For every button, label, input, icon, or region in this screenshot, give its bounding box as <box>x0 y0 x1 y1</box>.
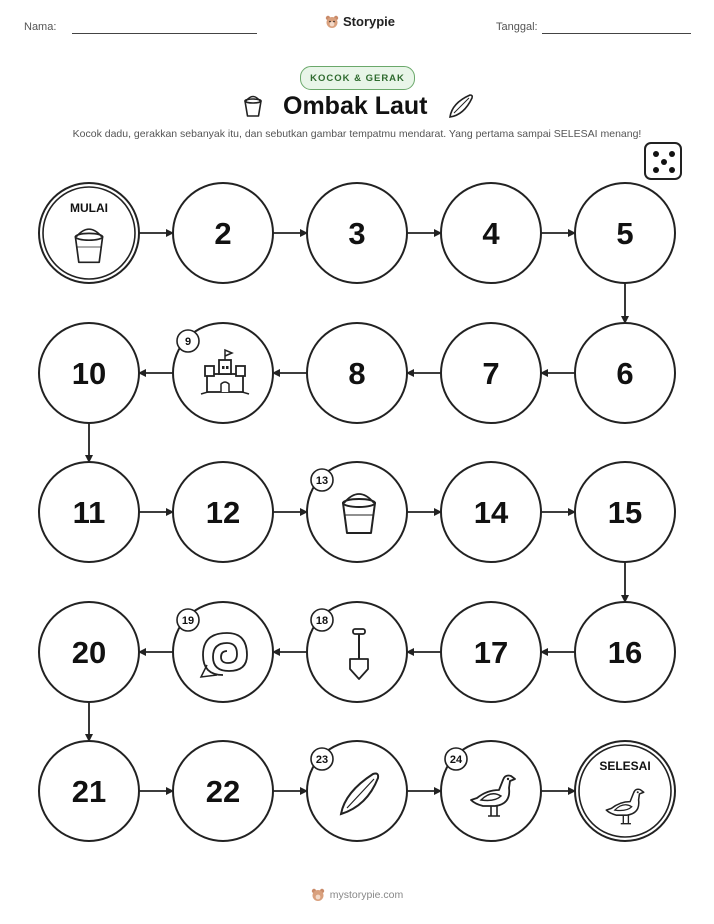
board-space-10 <box>39 323 139 423</box>
space-number: 5 <box>616 216 634 251</box>
space-number: 3 <box>348 216 366 251</box>
board-space-17 <box>441 602 541 702</box>
board-space-24 <box>441 741 541 841</box>
board-space-20 <box>39 602 139 702</box>
space-number: 6 <box>616 356 634 391</box>
space-number: 23 <box>315 754 329 766</box>
space-number: 16 <box>607 635 643 670</box>
category-badge: KOCOK & GERAK <box>300 66 415 90</box>
bucket-icon <box>75 229 102 262</box>
board-space-9 <box>173 323 273 423</box>
space-number: 18 <box>315 615 329 627</box>
space-number: 9 <box>184 336 192 348</box>
space-number: 14 <box>473 495 509 530</box>
board-space-22 <box>173 741 273 841</box>
space-number: 21 <box>71 774 107 809</box>
space-number: 10 <box>71 356 107 391</box>
board-space-18 <box>307 602 407 702</box>
space-number: 22 <box>205 774 241 809</box>
start-space <box>39 183 139 283</box>
board-space-7 <box>441 323 541 423</box>
brand-name: Storypie <box>343 14 396 29</box>
name-label: Nama: <box>24 21 57 33</box>
space-number: 15 <box>607 495 643 530</box>
board-space-15 <box>575 462 675 562</box>
board-space-19 <box>173 602 273 702</box>
page-title: Ombak Laut <box>283 92 428 120</box>
space-number: 12 <box>205 495 241 530</box>
board-space-21 <box>39 741 139 841</box>
finish-label: SELESAI <box>599 759 651 773</box>
bucket-icon <box>343 494 375 533</box>
board-space-3 <box>307 183 407 283</box>
space-number: 19 <box>181 615 195 627</box>
board-space-6 <box>575 323 675 423</box>
bear-logo-icon <box>311 888 325 902</box>
board-space-4 <box>441 183 541 283</box>
space-number: 4 <box>482 216 500 251</box>
space-number: 13 <box>315 475 329 487</box>
board-space-16 <box>575 602 675 702</box>
board-space-5 <box>575 183 675 283</box>
space-number: 24 <box>449 754 463 766</box>
board-space-14 <box>441 462 541 562</box>
footer <box>0 888 714 902</box>
board-space-2 <box>173 183 273 283</box>
board-space-8 <box>307 323 407 423</box>
space-number: 2 <box>214 216 232 251</box>
board-space-11 <box>39 462 139 562</box>
finish-space <box>575 741 675 841</box>
space-number: 8 <box>348 356 366 391</box>
date-label: Tanggal: <box>496 21 538 33</box>
space-number: 20 <box>71 635 107 670</box>
board-space-12 <box>173 462 273 562</box>
board-space-13 <box>307 462 407 562</box>
start-label: MULAI <box>70 201 108 215</box>
space-number: 11 <box>72 495 106 530</box>
instructions: Kocok dadu, gerakkan sebanyak itu, dan sebutkan gambar tempatmu mendarat. Yang pertama sampai SELESAI menang! <box>72 128 642 140</box>
footer-url[interactable]: mystorypie.com <box>329 889 404 901</box>
space-number: 7 <box>482 356 500 391</box>
space-number: 17 <box>473 635 509 670</box>
board-space-23 <box>307 741 407 841</box>
